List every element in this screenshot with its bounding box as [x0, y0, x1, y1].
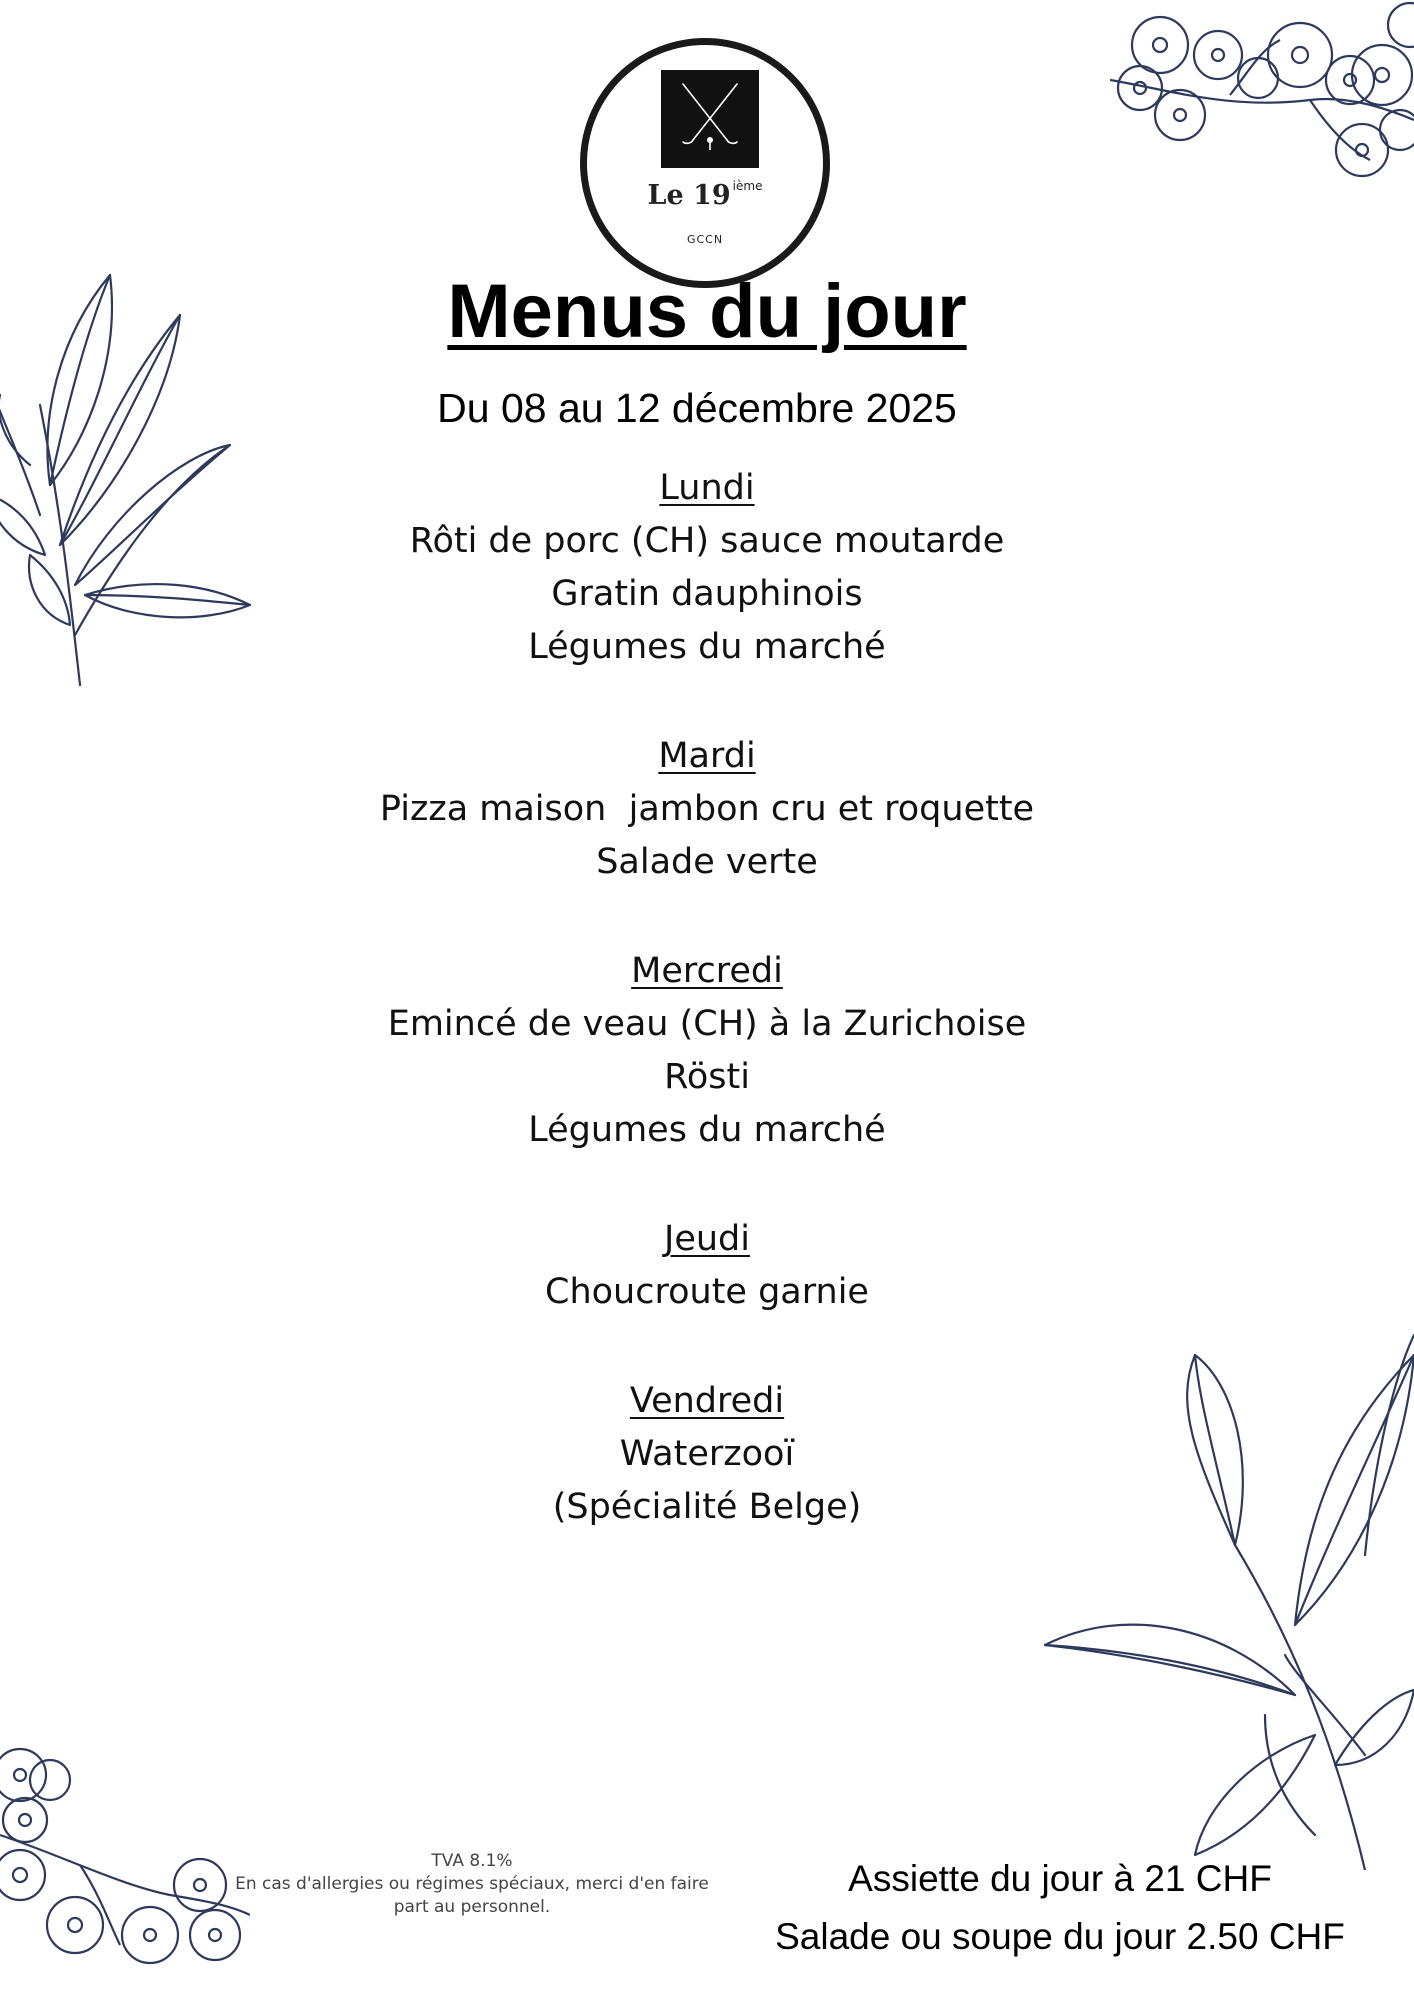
day-name: Vendredi — [629, 1381, 785, 1421]
day-monday — [0, 462, 1414, 674]
dish: Waterzooï — [619, 1434, 795, 1474]
logo-name-superscript: ième — [732, 179, 763, 193]
restaurant-logo — [580, 38, 830, 288]
dish: Salade verte — [596, 842, 818, 882]
price-plate: Assiette du jour à 21 CHF — [848, 1858, 1272, 1899]
date-range: Du 08 au 12 décembre 2025 — [437, 385, 957, 431]
day-thursday — [0, 1213, 1414, 1319]
dish: (Spécialité Belge) — [552, 1487, 862, 1527]
dish: Pizza maison jambon cru et roquette — [379, 789, 1035, 829]
day-tuesday — [0, 730, 1414, 889]
allergy-note-line1: En cas d'allergies ou régimes spéciaux, merci d'en faire — [235, 1874, 709, 1894]
dish: Emincé de veau (CH) à la Zurichoise — [387, 1004, 1027, 1044]
dish: Rôti de porc (CH) sauce moutarde — [409, 521, 1005, 561]
page-title: Menus du jour — [447, 269, 967, 354]
day-name: Lundi — [659, 468, 755, 508]
price-salad-soup: Salade ou soupe du jour 2.50 CHF — [775, 1916, 1345, 1957]
dish: Choucroute garnie — [545, 1272, 869, 1312]
day-name: Mercredi — [631, 951, 783, 991]
day-wednesday — [0, 945, 1414, 1157]
logo-subtitle: GCCN — [686, 233, 724, 246]
dish: Légumes du marché — [528, 1110, 886, 1150]
allergy-note-line2: part au personnel. — [393, 1897, 551, 1917]
price-info — [730, 1850, 1390, 1966]
crossed-golf-clubs-icon — [661, 70, 759, 168]
weekly-menu — [0, 462, 1414, 1590]
logo-name: Le 19 $^{ième}$ — [647, 179, 763, 211]
blueberry-illustration-bottom-left — [0, 1745, 250, 1965]
day-friday — [0, 1375, 1414, 1534]
day-name: Jeudi — [664, 1219, 750, 1259]
dish: Rösti — [664, 1057, 750, 1097]
blueberry-illustration-top-right — [1110, 0, 1414, 215]
day-name: Mardi — [658, 736, 756, 776]
dish: Légumes du marché — [528, 627, 886, 667]
footer-note — [232, 1850, 712, 1919]
dish: Gratin dauphinois — [551, 574, 863, 614]
tva-note: TVA 8.1% — [431, 1851, 513, 1871]
